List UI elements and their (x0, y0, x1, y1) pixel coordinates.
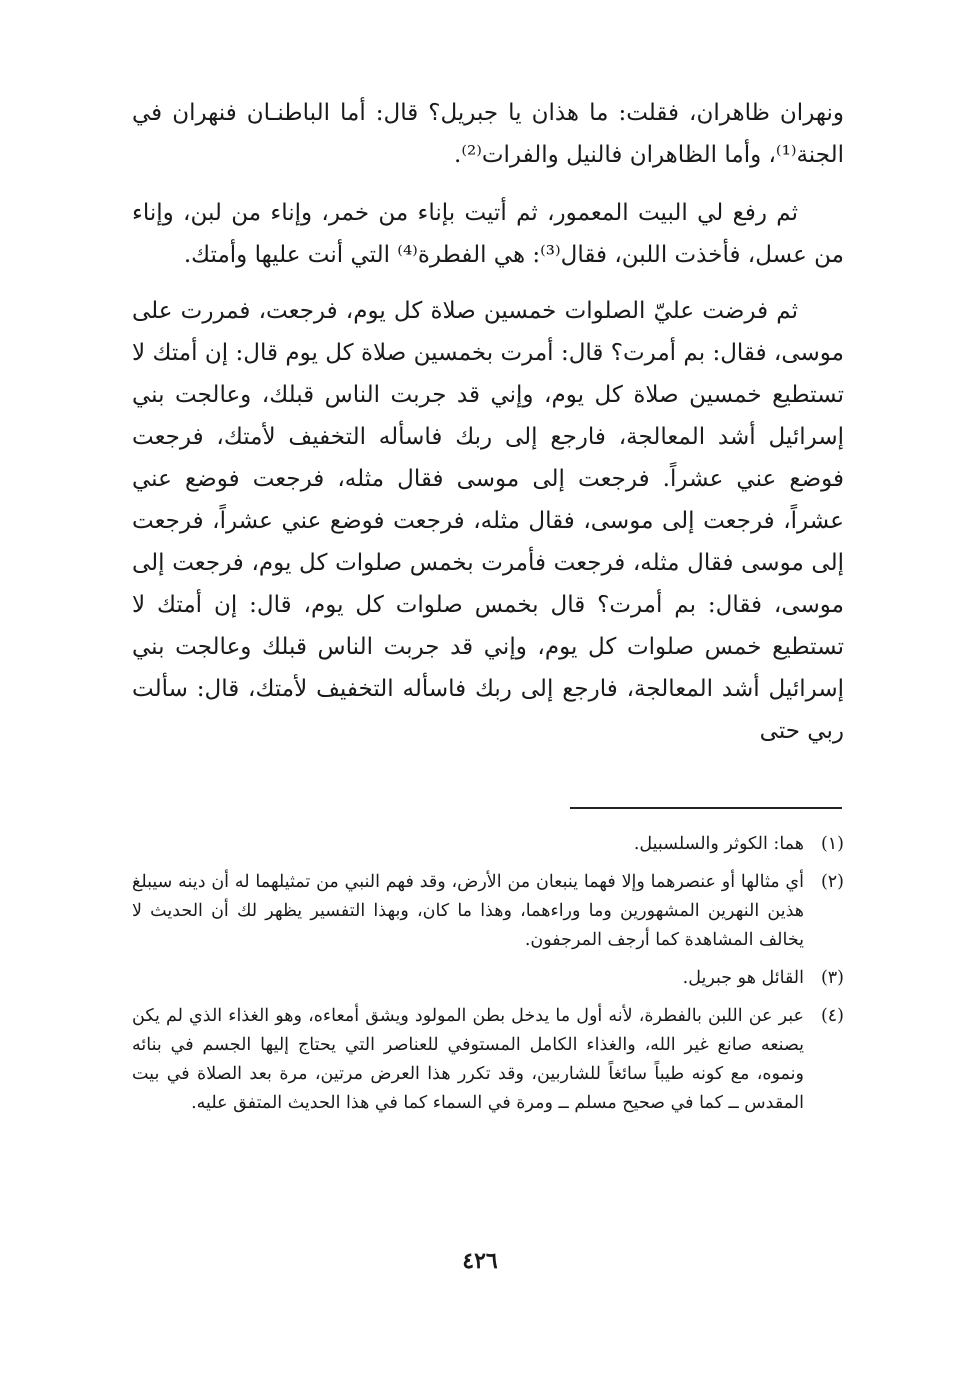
footnote-text: عبر عن اللبن بالفطرة، لأنه أول ما يدخل بطن المولود ويشق أمعاءه، وهو الغذاء الذي لم يكن يصنعه صانع غير الله، والغذاء الكامل المستوفي للعناصر التي يحتاج إليها الجسم في بنائه ونموه، مع كونه طيباً سائغاً للشاربين، وقد تكرر هذا العرض مرتين، مرة بعد الصلاة في بيت المقدس ــ كما في صحيح مسلم ــ ومرة في السماء كما في هذا الحديث المتفق عليه. (132, 1006, 804, 1113)
paragraph-2: ثم رفع لي البيت المعمور، ثم أتيت بإناء من خمر، وإناء من لبن، وإناء من عسل، فأخذت اللبن، فقال⁽³⁾: هي الفطرة⁽⁴⁾ التي أنت عليها وأمتك. (132, 200, 844, 268)
footnote-number: (٢) (820, 872, 844, 892)
footnote-3 (132, 964, 844, 993)
footnotes (132, 830, 844, 1127)
paragraph-1: ونهران ظاهران، فقلت: ما هذان يا جبريل؟ قال: أما الباطنـان فنهران في الجنة⁽¹⁾، وأما الظاهران فالنيل والفرات⁽²⁾. (132, 100, 844, 168)
main-text (132, 92, 844, 766)
footnote-text: القائل هو جبريل. (682, 968, 804, 988)
footnote-number: (٣) (820, 968, 844, 988)
footnote-2 (132, 868, 844, 955)
footnote-1 (132, 830, 844, 859)
footnote-text: أي مثالها أو عنصرهما وإلا فهما ينبعان من الأرض، وقد فهم النبي من تمثيلهما له أن دينه سيبلغ هذين النهرين المشهورين وما وراءهما، وهذا ما كان، وبهذا التفسير يظهر لك أن الحديث لا يخالف المشاهدة كما أرجف المرجفون. (132, 872, 804, 950)
footnote-divider (570, 807, 842, 809)
footnote-4 (132, 1002, 844, 1118)
footnote-number: (١) (820, 834, 844, 854)
footnote-number: (٤) (820, 1006, 844, 1026)
paragraph-3: ثم فرضت عليّ الصلوات خمسين صلاة كل يوم، فرجعت، فمررت على موسى، فقال: بم أمرت؟ قال: أمرت بخمسين صلاة كل يوم قال: إن أمتك لا تستطيع خمسين صلاة كل يوم، وإني قد جربت الناس قبلك، وعالجت بني إسرائيل أشد المعالجة، فارجع إلى ربك فاسأله التخفيف لأمتك، فرجعت فوضع عني عشراً. فرجعت إلى موسى فقال مثله، فرجعت فوضع عني عشراً، فرجعت إلى موسى، فقال مثله، فرجعت فوضع عني عشراً، فرجعت إلى موسى فقال مثله، فرجعت فأمرت بخمس صلوات كل يوم، فرجعت إلى موسى، فقال: بم أمرت؟ قال بخمس صلوات كل يوم، قال: إن أمتك لا تستطيع خمس صلوات كل يوم، وإني قد جربت الناس قبلك وعالجت بني إسرائيل أشد المعالجة، فارجع إلى ربك فاسأله التخفيف لأمتك، قال: سألت ربي حتى (132, 298, 845, 744)
footnote-text: هما: الكوثر والسلسبيل. (633, 834, 804, 854)
page-number: ٤٢٦ (462, 1248, 498, 1274)
